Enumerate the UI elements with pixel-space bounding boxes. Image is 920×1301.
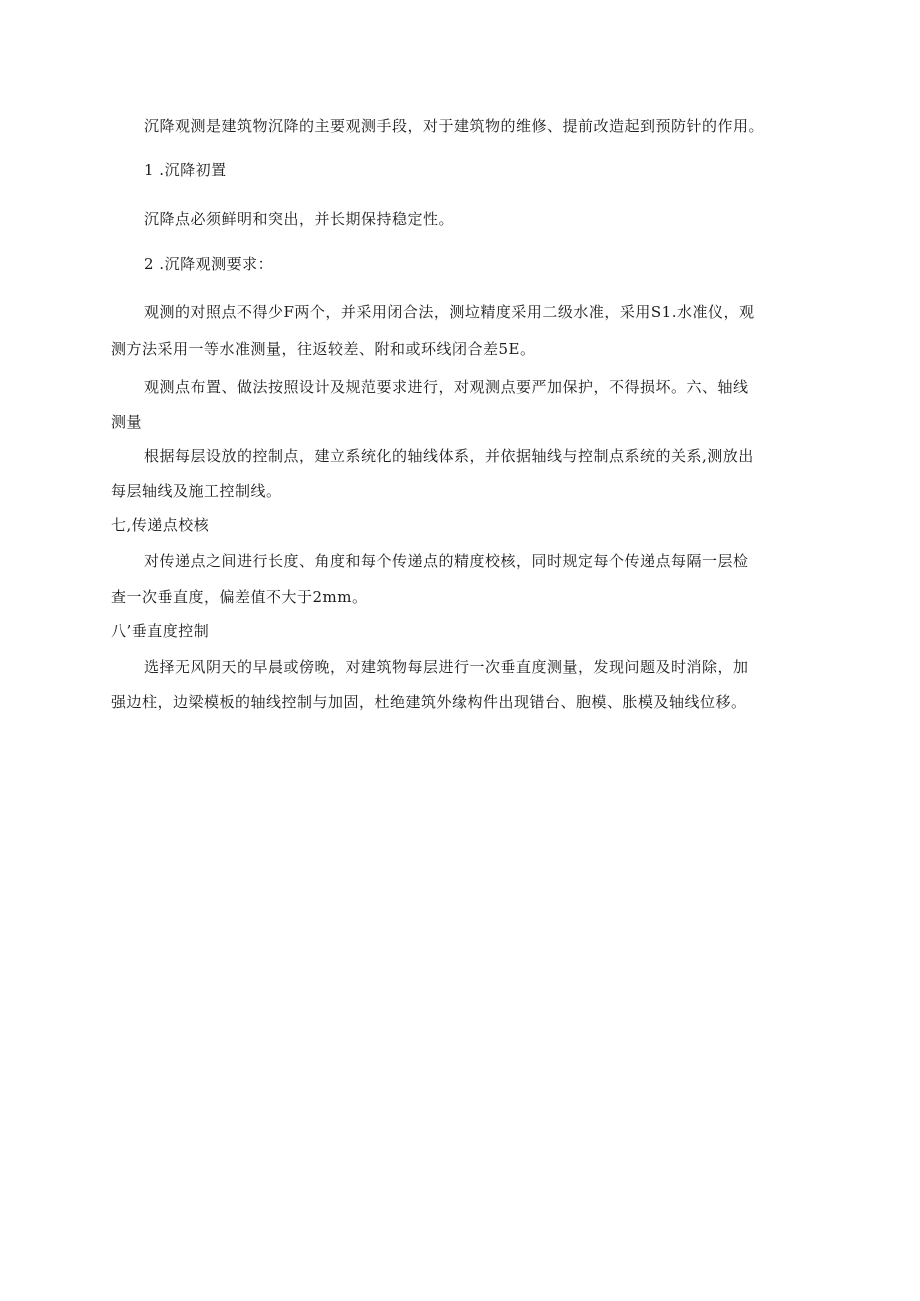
paragraph-observation-line1: 观测的对照点不得少F两个，并采用闭合法，测垃精度采用二级水准，采用S1.水准仪，观 xyxy=(144,303,755,321)
paragraph-transfer-line2: 查一次垂直度，偏差值不大于2mm。 xyxy=(111,588,368,606)
paragraph-transfer-line1: 对传递点之间进行长度、角度和每个传递点的精度校核，同时规定每个传递点每隔一层检 xyxy=(144,552,749,570)
paragraph-point-layout-line1: 观测点布置、做法按照设计及规范要求进行，对观测点要严加保护，不得损坏。六、轴线 xyxy=(144,378,749,396)
paragraph-verticality-line1: 选择无风阴天的早晨或傍晚，对建筑物每层进行一次垂直度测量，发现问题及时消除，加 xyxy=(144,658,749,676)
heading-verticality-control: 八’垂直度控制 xyxy=(111,622,210,640)
heading-transfer-point-check: 七,传递点校核 xyxy=(111,516,210,534)
paragraph-point-layout-line2: 测量 xyxy=(111,413,143,431)
paragraph-verticality-line2: 强边柱，边梁模板的轴线控制与加固，杜绝建筑外缘构件出现错台、胞模、胀模及轴线位移。 xyxy=(111,693,747,711)
paragraph-settlement-intro: 沉降观测是建筑物沉降的主要观测手段，对于建筑物的维修、提前改造起到预防针的作用。 xyxy=(144,117,765,135)
paragraph-settlement-points: 沉降点必须鲜明和突出，并长期保持稳定性。 xyxy=(144,210,455,228)
paragraph-axis-line2: 每层轴线及施工控制线。 xyxy=(111,482,282,500)
paragraph-observation-line2: 测方法采用一等水准测量，往返较差、附和或环线闭合差5E。 xyxy=(111,340,536,358)
heading-settlement-requirements: 2 .沉降观测要求： xyxy=(144,255,274,273)
heading-settlement-setup: 1 .沉降初置 xyxy=(144,161,227,179)
paragraph-axis-line1: 根据每层设放的控制点，建立系统化的轴线体系，并依据轴线与控制点系统的关系,测放出 xyxy=(144,447,754,465)
